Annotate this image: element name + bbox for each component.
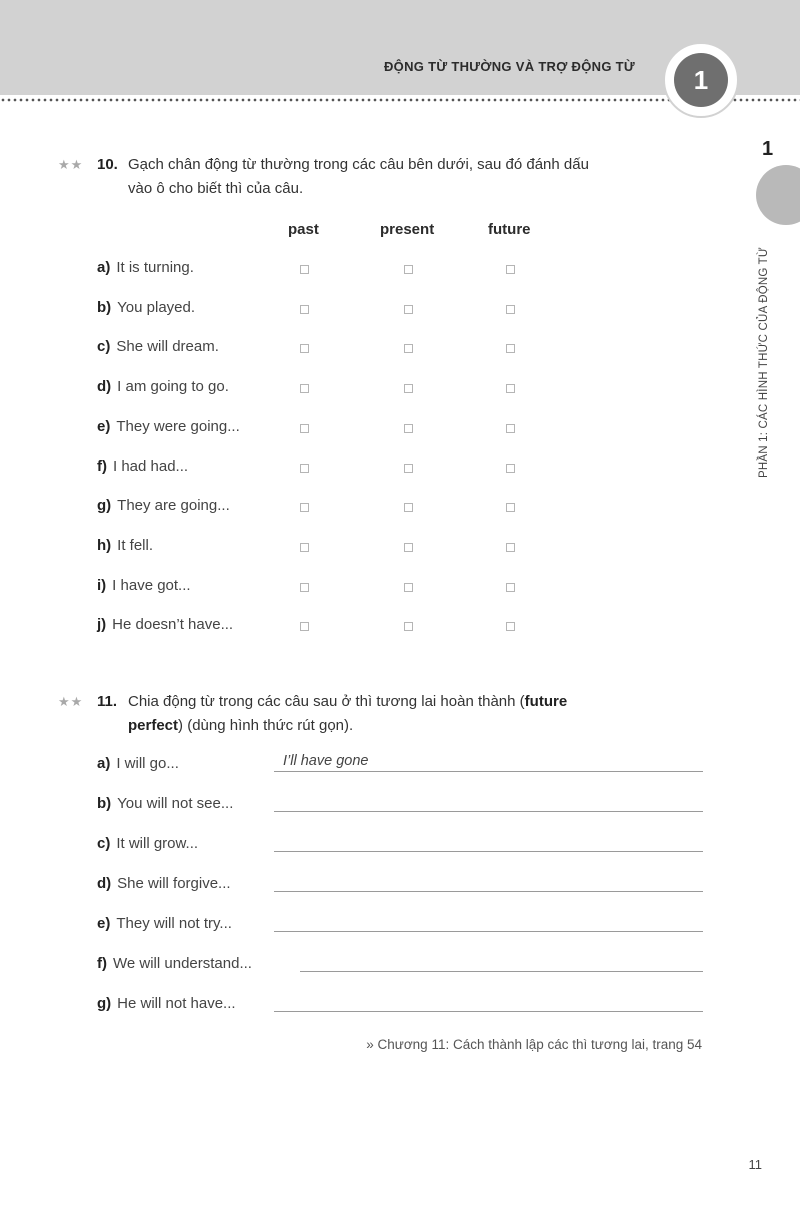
checkbox-past[interactable] (300, 424, 309, 433)
answer-line[interactable] (274, 851, 703, 852)
checkbox-past[interactable] (300, 503, 309, 512)
checkbox-past[interactable] (300, 543, 309, 552)
column-header-future: future (488, 221, 531, 238)
checkbox-present[interactable] (404, 424, 413, 433)
table-row-label (97, 259, 194, 276)
item-letter: d) (97, 378, 112, 396)
checkbox-past[interactable] (300, 265, 309, 274)
checkbox-future[interactable] (506, 305, 515, 314)
answer-line[interactable] (274, 931, 703, 932)
item-letter: b) (97, 795, 112, 812)
checkbox-present[interactable] (404, 265, 413, 274)
list-item-label (97, 835, 198, 852)
answer-text: I’ll have gone (283, 753, 369, 769)
column-header-past: past (288, 221, 319, 238)
table-row-label (97, 458, 188, 475)
list-item-label (97, 995, 236, 1012)
table-row-label (97, 616, 233, 633)
difficulty-stars-icon: ★★ (58, 694, 84, 709)
answer-line[interactable] (274, 811, 703, 812)
answer-line[interactable] (274, 891, 703, 892)
item-text: They are going... (117, 497, 230, 515)
list-item-label (97, 755, 179, 772)
item-text: You played. (117, 298, 196, 316)
item-text: It fell. (117, 536, 154, 554)
instruction-line: perfect) (dùng hình thức rút gọn). (128, 717, 354, 734)
exercise-instruction (128, 690, 718, 738)
instruction-line: Chia động từ trong các câu sau ở thì tương lai hoàn thành (future (128, 693, 568, 710)
table-row-label (97, 497, 230, 514)
item-letter: g) (97, 497, 112, 515)
list-item-label (97, 875, 231, 892)
list-item-label (97, 795, 233, 812)
item-text: She will forgive... (117, 875, 231, 892)
answer-line[interactable] (274, 1011, 703, 1012)
checkbox-future[interactable] (506, 384, 515, 393)
table-row-label (97, 577, 191, 594)
list-item-label (97, 915, 232, 932)
exercise-number: 10. (97, 156, 118, 173)
instruction-line: Gạch chân động từ thường trong các câu bên dưới, sau đó đánh dấu (128, 156, 589, 173)
checkbox-past[interactable] (300, 305, 309, 314)
item-text: I have got... (112, 576, 191, 594)
checkbox-future[interactable] (506, 344, 515, 353)
checkbox-present[interactable] (404, 503, 413, 512)
item-text: He doesn’t have... (112, 616, 234, 634)
table-row-label (97, 537, 153, 554)
item-letter: a) (97, 755, 111, 772)
checkbox-present[interactable] (404, 464, 413, 473)
item-text: I will go... (116, 755, 179, 772)
item-letter: c) (97, 338, 111, 356)
item-text: He will not have... (117, 995, 236, 1012)
checkbox-future[interactable] (506, 583, 515, 592)
item-text: It is turning. (116, 259, 194, 276)
checkbox-future[interactable] (506, 622, 515, 631)
table-row-label (97, 378, 229, 395)
item-text: They were going... (116, 417, 240, 435)
checkbox-past[interactable] (300, 344, 309, 353)
item-text: You will not see... (117, 795, 234, 812)
item-letter: c) (97, 835, 111, 852)
checkbox-present[interactable] (404, 344, 413, 353)
item-letter: d) (97, 875, 112, 892)
chapter-reference: » Chương 11: Cách thành lập các thì tương lai, trang 54 (366, 1037, 702, 1052)
item-text: They will not try... (116, 915, 232, 932)
checkbox-future[interactable] (506, 503, 515, 512)
list-item-label (97, 955, 252, 972)
checkbox-future[interactable] (506, 265, 515, 274)
checkbox-past[interactable] (300, 384, 309, 393)
side-part-number: 1 (762, 138, 774, 160)
item-letter: e) (97, 915, 111, 932)
instruction-line: vào ô cho biết thì của câu. (128, 180, 304, 197)
item-letter: f) (97, 955, 107, 972)
answer-line[interactable] (300, 971, 703, 972)
item-letter: a) (97, 259, 111, 276)
checkbox-present[interactable] (404, 384, 413, 393)
answer-line[interactable] (274, 771, 703, 772)
item-text: I am going to go. (117, 378, 229, 396)
item-letter: e) (97, 417, 111, 435)
table-row-label (97, 418, 240, 435)
exercise-instruction (128, 153, 718, 201)
table-row-label (97, 299, 195, 316)
checkbox-present[interactable] (404, 622, 413, 631)
checkbox-future[interactable] (506, 543, 515, 552)
header-title: ĐỘNG TỪ THƯỜNG VÀ TRỢ ĐỘNG TỪ (383, 59, 635, 74)
checkbox-future[interactable] (506, 464, 515, 473)
item-text: It will grow... (116, 835, 199, 852)
item-letter: h) (97, 536, 112, 554)
side-tab (756, 165, 800, 225)
checkbox-present[interactable] (404, 543, 413, 552)
difficulty-stars-icon: ★★ (58, 157, 84, 172)
table-row-label (97, 338, 219, 355)
checkbox-present[interactable] (404, 583, 413, 592)
item-text: We will understand... (113, 955, 252, 972)
item-letter: j) (97, 616, 107, 634)
page-number: 11 (748, 1157, 762, 1172)
side-part-title: PHẦN 1: CÁC HÌNH THỨC CỦA ĐỘNG TỪ (758, 247, 770, 478)
item-text: I had had... (113, 457, 189, 475)
column-header-present: present (380, 221, 435, 238)
item-letter: f) (97, 457, 107, 475)
item-text: She will dream. (116, 338, 219, 356)
checkbox-past[interactable] (300, 583, 309, 592)
item-letter: b) (97, 298, 112, 316)
item-letter: g) (97, 995, 112, 1012)
chapter-badge: 1 (674, 53, 728, 107)
checkbox-past[interactable] (300, 622, 309, 631)
checkbox-present[interactable] (404, 305, 413, 314)
checkbox-past[interactable] (300, 464, 309, 473)
checkbox-future[interactable] (506, 424, 515, 433)
item-letter: i) (97, 576, 107, 594)
exercise-number: 11. (97, 693, 118, 710)
